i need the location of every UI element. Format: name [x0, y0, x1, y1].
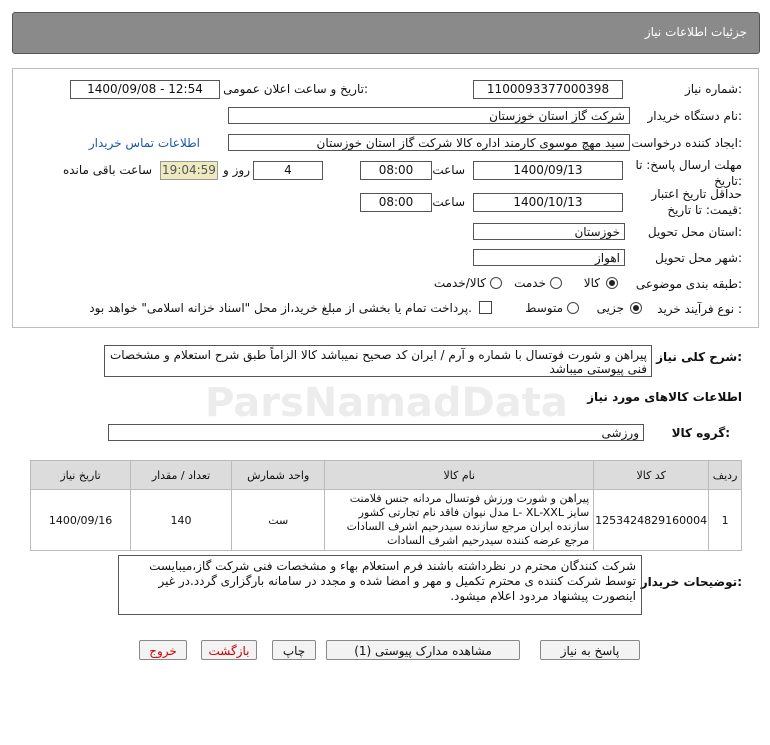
category-option-both: کالا/خدمت [433, 276, 486, 290]
deadline-date-field: 1400/09/13 [473, 161, 623, 180]
validity-date-field: 1400/10/13 [473, 193, 623, 212]
goods-group-label: گروه کالا: [671, 426, 730, 440]
deadline-time-label: ساعت [432, 163, 465, 177]
buyer-notes-label: توضیحات خریدار: [640, 575, 742, 589]
buyer-org-label: نام دستگاه خریدار: [647, 109, 742, 123]
category-option-service: خدمت [514, 276, 546, 290]
province-label: استان محل تحویل: [647, 225, 742, 239]
purchase-type-label: نوع فرآیند خرید : [657, 302, 742, 316]
category-option-goods: کالا [583, 276, 600, 290]
items-table [30, 460, 742, 551]
cell-name: پیراهن و شورت ورزش فوتسال مردانه جنس فلامنت سایز L- XL-XXL مدل نیوان فاقد نام تجارتی کشور سازنده ایران مرجع سازنده سیدرحیم اشرف السادات مرجع عرضه کننده سیدرحیم اشرف السادات [325, 490, 594, 551]
goods-info-title: اطلاعات کالاهای مورد نیاز [587, 390, 742, 404]
purchase-option-medium: متوسط [525, 301, 563, 315]
col-header-name: نام کالا [325, 461, 594, 490]
announce-label: تاریخ و ساعت اعلان عمومی: [223, 82, 368, 96]
province-field: خوزستان [473, 223, 625, 240]
print-button[interactable]: چاپ [272, 640, 316, 660]
category-radio-both[interactable] [490, 277, 502, 289]
need-number-field: 1100093377000398 [473, 80, 623, 99]
remaining-label: ساعت باقی مانده [62, 163, 152, 177]
buyer-org-field: شرکت گاز استان خوزستان [228, 107, 630, 124]
need-number-label: شماره نیاز: [684, 82, 742, 96]
cell-quantity: 140 [131, 490, 232, 551]
col-header-quantity: تعداد / مقدار [131, 461, 232, 490]
col-header-unit: واحد شمارش [231, 461, 324, 490]
validity-label: حداقل تاریخ اعتبار قیمت: تا تاریخ: [651, 187, 742, 217]
table-header-row [31, 461, 742, 490]
cell-unit: ست [231, 490, 324, 551]
watermark: ParsNamadData [205, 380, 568, 426]
buyer-notes-box: شرکت کنندگان محترم در نظرداشته باشند فرم استعلام بهاء و مشخصات فنی شرکت گاز،میبایست توسط شرکت کننده ی محترم تکمیل و مهر و امضا شده و مجدد در سامانه بارگزاری گردد.در غیر اینصورت پیشنهاد مردود اعلام میشود. [118, 555, 642, 615]
creator-label: ایجاد کننده درخواست: [631, 136, 742, 150]
days-label: روز و [223, 163, 250, 177]
cell-date: 1400/09/16 [31, 490, 131, 551]
exit-button[interactable]: خروج [139, 640, 187, 660]
cell-index: 1 [709, 490, 742, 551]
col-header-code: کد کالا [594, 461, 709, 490]
purchase-radio-medium[interactable] [567, 302, 579, 314]
reply-button[interactable]: پاسخ به نیاز [540, 640, 640, 660]
announce-field: 1400/09/08 - 12:54 [70, 80, 220, 99]
table-row [31, 490, 742, 551]
description-box: پیراهن و شورت فوتسال با شماره و آرم / ایران کد صحیح نمیباشد کالا الزاماً طبق شرح استعلام و مشخصات فنی پیوستی میباشد [104, 345, 652, 377]
view-attachments-button[interactable]: مشاهده مدارک پیوستی (1) [326, 640, 520, 660]
validity-time-label: ساعت [432, 195, 465, 209]
validity-time-field: 08:00 [360, 193, 432, 212]
city-label: شهر محل تحویل: [655, 251, 742, 265]
treasury-payment-checkbox[interactable] [479, 301, 492, 314]
description-label: شرح کلی نیاز: [656, 350, 742, 364]
goods-group-field: ورزشی [108, 424, 644, 441]
page-header [12, 12, 760, 54]
contact-buyer-link[interactable]: اطلاعات تماس خریدار [88, 136, 200, 150]
city-field: اهواز [473, 249, 625, 266]
treasury-payment-note: پرداخت تمام یا بخشی از مبلغ خرید،از محل "اسناد خزانه اسلامی" خواهد بود. [89, 301, 472, 315]
creator-field: سید مهچ موسوی کارمند اداره کالا شرکت گاز استان خوزستان [228, 134, 630, 151]
purchase-option-minor: جزیی [596, 301, 624, 315]
category-label: طبقه بندی موضوعی: [635, 277, 742, 291]
remaining-timer: 19:04:59 [160, 161, 218, 180]
back-button[interactable]: بازگشت [201, 640, 257, 660]
page-title: جزئیات اطلاعات نیاز [644, 25, 747, 39]
col-header-index: ردیف [709, 461, 742, 490]
col-header-date: تاریخ نیاز [31, 461, 131, 490]
category-radio-goods[interactable] [606, 277, 618, 289]
deadline-time-field: 08:00 [360, 161, 432, 180]
deadline-label: مهلت ارسال پاسخ: تا تاریخ: [635, 158, 742, 188]
days-field: 4 [253, 161, 323, 180]
purchase-radio-minor[interactable] [630, 302, 642, 314]
cell-code: 1253424829160004 [594, 490, 709, 551]
category-radio-service[interactable] [550, 277, 562, 289]
